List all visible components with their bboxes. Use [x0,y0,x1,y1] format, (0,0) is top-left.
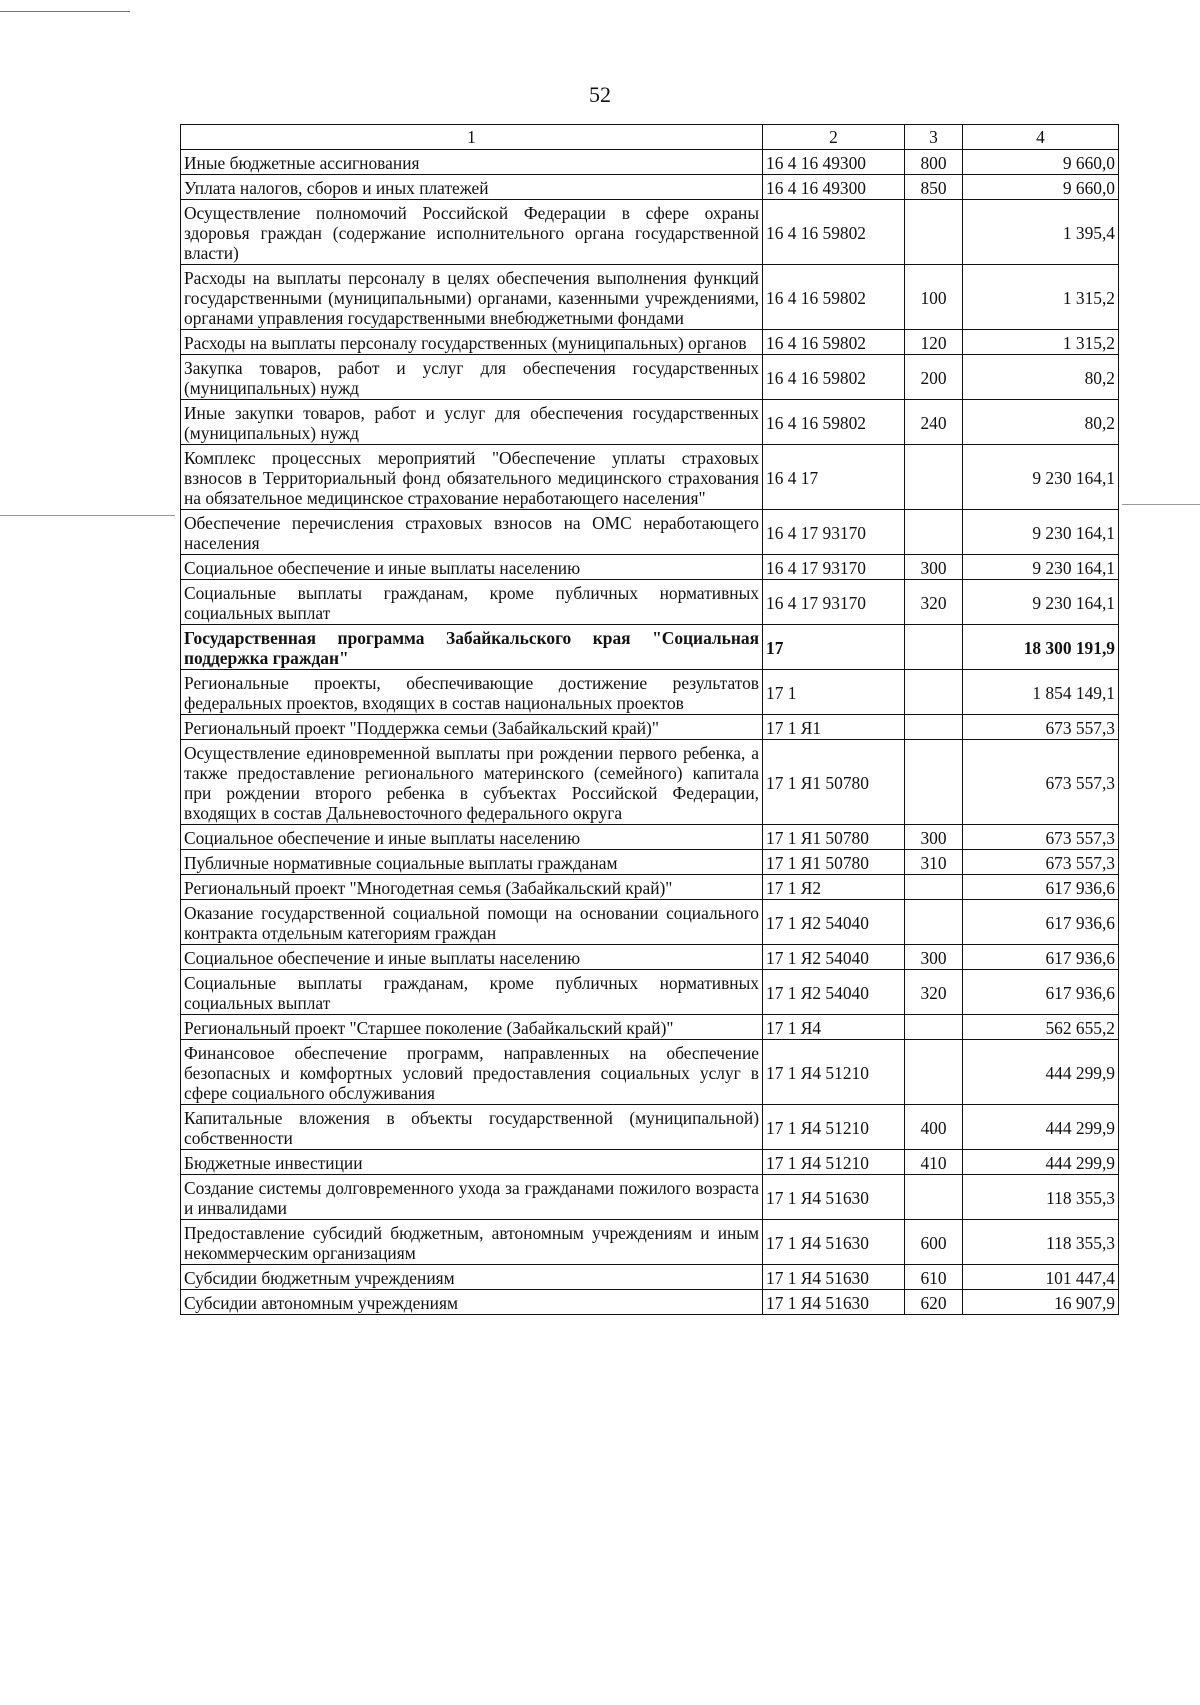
page-number: 52 [589,82,611,107]
row-code-cell: 16 4 17 [763,445,905,510]
row-code-cell: 17 1 Я2 54040 [763,900,905,945]
row-name-cell: Субсидии бюджетным учреждениям [181,1265,763,1290]
row-type-cell: 320 [905,580,963,625]
row-code-cell: 16 4 16 49300 [763,175,905,200]
table-row [181,1220,1119,1265]
row-amount-cell: 617 936,6 [963,875,1119,900]
table-body [181,150,1119,1315]
row-amount-cell: 1 315,2 [963,330,1119,355]
row-type-cell [905,670,963,715]
table-row [181,510,1119,555]
row-code-cell: 16 4 16 59802 [763,330,905,355]
row-amount-cell: 9 660,0 [963,150,1119,175]
row-name-cell: Уплата налогов, сборов и иных платежей [181,175,763,200]
row-name-cell: Региональный проект "Старшее поколение (Забайкальский край)" [181,1015,763,1040]
table-row [181,670,1119,715]
table-row [181,175,1119,200]
row-name-cell: Оказание государственной социальной помощи на основании социального контракта отдельным категориям граждан [181,900,763,945]
row-amount-cell: 1 315,2 [963,265,1119,330]
table-row [181,850,1119,875]
table-row [181,445,1119,510]
row-code-cell: 17 1 Я1 50780 [763,740,905,825]
row-name-cell: Социальное обеспечение и иные выплаты населению [181,555,763,580]
row-amount-cell: 673 557,3 [963,715,1119,740]
row-name-cell: Обеспечение перечисления страховых взносов на ОМС неработающего населения [181,510,763,555]
table-row [181,355,1119,400]
table-row [181,400,1119,445]
row-name-cell: Капитальные вложения в объекты государственной (муниципальной) собственности [181,1105,763,1150]
header-col-3: 3 [905,125,963,150]
row-amount-cell: 444 299,9 [963,1150,1119,1175]
row-amount-cell: 9 230 164,1 [963,580,1119,625]
row-code-cell: 17 1 Я4 51630 [763,1175,905,1220]
row-name-cell: Субсидии автономным учреждениям [181,1290,763,1315]
row-name-cell: Социальные выплаты гражданам, кроме публичных нормативных социальных выплат [181,580,763,625]
row-amount-cell: 673 557,3 [963,825,1119,850]
row-amount-cell: 617 936,6 [963,970,1119,1015]
table-row [181,1015,1119,1040]
table-row [181,970,1119,1015]
row-code-cell: 17 1 Я4 [763,1015,905,1040]
table-row [181,715,1119,740]
row-amount-cell: 673 557,3 [963,740,1119,825]
row-type-cell: 200 [905,355,963,400]
row-type-cell: 800 [905,150,963,175]
row-type-cell [905,1015,963,1040]
row-code-cell: 17 1 Я1 50780 [763,850,905,875]
row-name-cell: Региональный проект "Многодетная семья (Забайкальский край)" [181,875,763,900]
row-amount-cell: 16 907,9 [963,1290,1119,1315]
row-type-cell: 300 [905,825,963,850]
row-amount-cell: 9 230 164,1 [963,555,1119,580]
header-row [181,125,1119,150]
row-code-cell: 16 4 16 59802 [763,200,905,265]
table-row [181,825,1119,850]
table-row [181,625,1119,670]
row-code-cell: 17 [763,625,905,670]
row-type-cell [905,510,963,555]
row-amount-cell: 1 395,4 [963,200,1119,265]
row-type-cell: 300 [905,945,963,970]
row-amount-cell: 562 655,2 [963,1015,1119,1040]
row-type-cell [905,740,963,825]
row-amount-cell: 673 557,3 [963,850,1119,875]
row-code-cell: 16 4 16 59802 [763,265,905,330]
table-row [181,265,1119,330]
row-code-cell: 16 4 17 93170 [763,510,905,555]
scan-edge-line-right [1122,504,1200,505]
row-code-cell: 17 1 Я4 51210 [763,1150,905,1175]
row-type-cell [905,1040,963,1105]
row-name-cell: Публичные нормативные социальные выплаты гражданам [181,850,763,875]
row-type-cell: 410 [905,1150,963,1175]
table-row [181,330,1119,355]
row-name-cell: Закупка товаров, работ и услуг для обеспечения государственных (муниципальных) нужд [181,355,763,400]
row-code-cell: 17 1 Я1 50780 [763,825,905,850]
row-type-cell: 100 [905,265,963,330]
row-type-cell [905,625,963,670]
row-code-cell: 16 4 16 49300 [763,150,905,175]
row-name-cell: Иные закупки товаров, работ и услуг для обеспечения государственных (муниципальных) нужд [181,400,763,445]
row-code-cell: 17 1 Я2 54040 [763,970,905,1015]
row-code-cell: 17 1 [763,670,905,715]
row-name-cell: Социальное обеспечение и иные выплаты населению [181,945,763,970]
row-code-cell: 17 1 Я4 51210 [763,1040,905,1105]
row-type-cell [905,1175,963,1220]
table-row [181,875,1119,900]
row-name-cell: Расходы на выплаты персоналу государственных (муниципальных) органов [181,330,763,355]
table-row [181,555,1119,580]
table-row [181,1105,1119,1150]
row-type-cell [905,445,963,510]
row-amount-cell: 118 355,3 [963,1175,1119,1220]
row-name-cell: Создание системы долговременного ухода за гражданами пожилого возраста и инвалидами [181,1175,763,1220]
table-row [181,740,1119,825]
row-name-cell: Социальное обеспечение и иные выплаты населению [181,825,763,850]
row-type-cell: 320 [905,970,963,1015]
row-code-cell: 17 1 Я1 [763,715,905,740]
row-amount-cell: 9 660,0 [963,175,1119,200]
row-amount-cell: 18 300 191,9 [963,625,1119,670]
header-col-2: 2 [763,125,905,150]
row-type-cell: 610 [905,1265,963,1290]
row-type-cell: 620 [905,1290,963,1315]
row-type-cell: 600 [905,1220,963,1265]
table-row [181,1290,1119,1315]
row-amount-cell: 9 230 164,1 [963,510,1119,555]
row-amount-cell: 101 447,4 [963,1265,1119,1290]
table-row [181,900,1119,945]
scan-edge-line-left [0,515,175,516]
row-amount-cell: 118 355,3 [963,1220,1119,1265]
table-row [181,200,1119,265]
row-type-cell: 240 [905,400,963,445]
row-name-cell: Финансовое обеспечение программ, направленных на обеспечение безопасных и комфортных условий предоставления социальных услуг в сфере социального обслуживания [181,1040,763,1105]
row-code-cell: 16 4 16 59802 [763,400,905,445]
row-type-cell [905,715,963,740]
row-name-cell: Комплекс процессных мероприятий "Обеспечение уплаты страховых взносов в Территориальный фонд обязательного медицинского страхования на обязательное медицинское страхование неработающего населения" [181,445,763,510]
row-name-cell: Государственная программа Забайкальского края "Социальная поддержка граждан" [181,625,763,670]
row-code-cell: 17 1 Я4 51630 [763,1265,905,1290]
row-code-cell: 16 4 17 93170 [763,580,905,625]
row-name-cell: Региональный проект "Поддержка семьи (Забайкальский край)" [181,715,763,740]
row-code-cell: 17 1 Я4 51630 [763,1290,905,1315]
row-type-cell: 310 [905,850,963,875]
row-amount-cell: 617 936,6 [963,945,1119,970]
row-code-cell: 16 4 16 59802 [763,355,905,400]
row-type-cell: 300 [905,555,963,580]
scan-edge-line-top [0,11,130,12]
row-code-cell: 17 1 Я2 54040 [763,945,905,970]
row-amount-cell: 80,2 [963,355,1119,400]
table-row [181,1175,1119,1220]
row-amount-cell: 617 936,6 [963,900,1119,945]
row-name-cell: Предоставление субсидий бюджетным, автономным учреждениям и иным некоммерческим организациям [181,1220,763,1265]
table-row [181,1150,1119,1175]
row-code-cell: 17 1 Я2 [763,875,905,900]
row-type-cell [905,200,963,265]
row-name-cell: Расходы на выплаты персоналу в целях обеспечения выполнения функций государственными (муниципальными) органами, казенными учреждениями, органами управления государственными внебюджетными фондами [181,265,763,330]
table-row [181,580,1119,625]
row-amount-cell: 444 299,9 [963,1105,1119,1150]
row-type-cell: 400 [905,1105,963,1150]
row-code-cell: 16 4 17 93170 [763,555,905,580]
row-name-cell: Осуществление полномочий Российской Федерации в сфере охраны здоровья граждан (содержание исполнительного органа государственной власти) [181,200,763,265]
table-row [181,1265,1119,1290]
row-amount-cell: 80,2 [963,400,1119,445]
row-type-cell [905,900,963,945]
header-col-4: 4 [963,125,1119,150]
row-name-cell: Региональные проекты, обеспечивающие достижение результатов федеральных проектов, входящих в состав национальных проектов [181,670,763,715]
row-type-cell [905,875,963,900]
row-name-cell: Осуществление единовременной выплаты при рождении первого ребенка, а также предоставление регионального материнского (семейного) капитала при рождении второго ребенка в субъектах Российской Федерации, входящих в состав Дальневосточного федерального округа [181,740,763,825]
table-row [181,150,1119,175]
row-type-cell: 850 [905,175,963,200]
table-row [181,1040,1119,1105]
table-row [181,945,1119,970]
row-code-cell: 17 1 Я4 51630 [763,1220,905,1265]
budget-table [180,124,1119,1315]
row-amount-cell: 444 299,9 [963,1040,1119,1105]
row-name-cell: Бюджетные инвестиции [181,1150,763,1175]
row-code-cell: 17 1 Я4 51210 [763,1105,905,1150]
row-amount-cell: 1 854 149,1 [963,670,1119,715]
row-type-cell: 120 [905,330,963,355]
row-name-cell: Иные бюджетные ассигнования [181,150,763,175]
header-col-1: 1 [181,125,763,150]
row-amount-cell: 9 230 164,1 [963,445,1119,510]
row-name-cell: Социальные выплаты гражданам, кроме публичных нормативных социальных выплат [181,970,763,1015]
